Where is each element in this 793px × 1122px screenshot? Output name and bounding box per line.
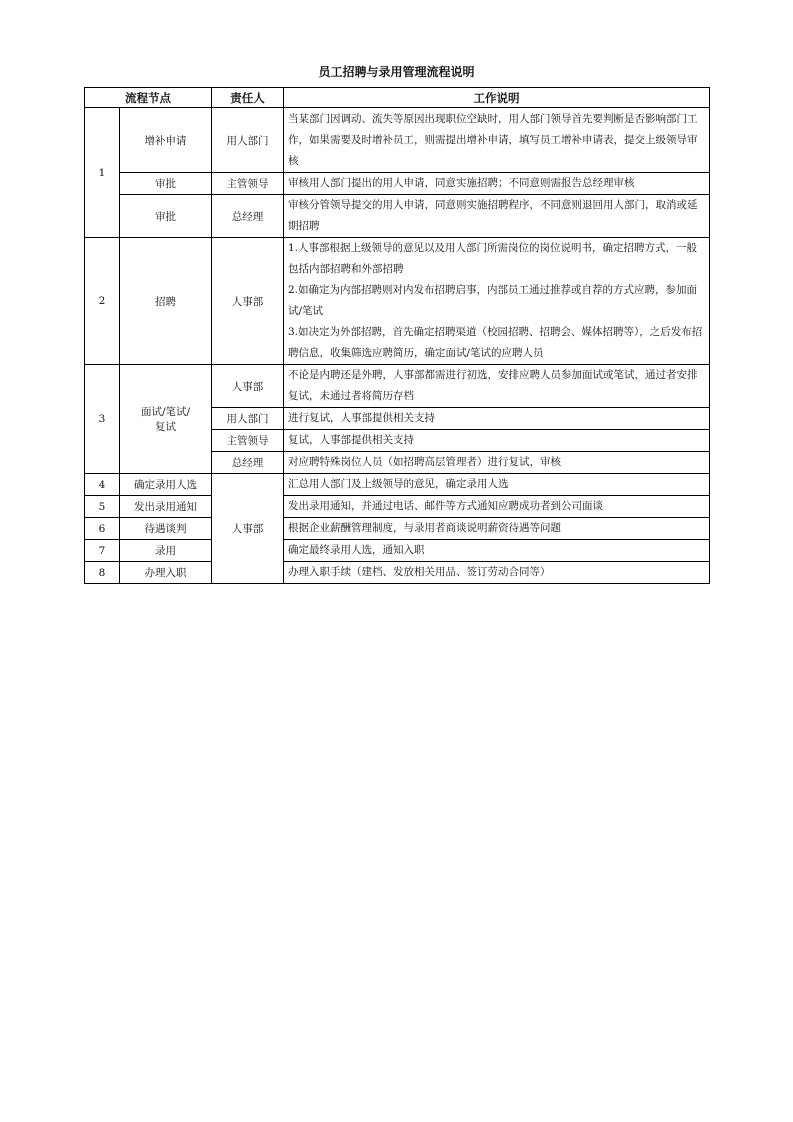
description: 对应聘特殊岗位人员（如招聘高层管理者）进行复试，审核 [284,452,710,474]
table-row [85,173,710,195]
owner: 总经理 [212,195,284,238]
table-row [85,195,710,238]
description: 审核分管领导提交的用人申请，同意则实施招聘程序，不同意则退回用人部门，取消或延期招聘 [284,195,710,238]
process-node: 办理入职 [120,562,212,584]
process-node: 审批 [120,195,212,238]
description-line: 2.如确定为内部招聘则对内发布招聘启事，内部员工通过推荐或自荐的方式应聘，参加面试/笔试 [288,284,698,317]
step-number: 7 [85,540,120,562]
table-row [85,108,710,173]
owner: 人事部 [212,365,284,408]
table-row [85,365,710,408]
process-node: 增补申请 [120,108,212,173]
owner: 主管领导 [212,430,284,452]
process-node: 面试/笔试/复试 [120,365,212,474]
description: 不论是内聘还是外聘，人事部都需进行初选，安排应聘人员参加面试或笔试，通过者安排复试，未通过者将简历存档 [284,365,710,408]
header-process-node: 流程节点 [85,88,212,108]
header-description: 工作说明 [284,88,710,108]
process-node: 待遇谈判 [120,518,212,540]
table-row [85,496,710,518]
description-line: 1.人事部根据上级领导的意见以及用人部门所需岗位的岗位说明书，确定招聘方式，一般包括内部招聘和外部招聘 [288,242,698,275]
document-title: 员工招聘与录用管理流程说明 [318,65,475,79]
process-table [84,87,710,584]
step-number: 1 [85,108,120,238]
table-row [85,238,710,365]
process-node: 审批 [120,173,212,195]
description: 复试，人事部提供相关支持 [284,430,710,452]
owner: 人事部 [212,238,284,365]
owner: 人事部 [212,474,284,584]
process-node: 录用 [120,540,212,562]
description: 进行复试，人事部提供相关支持 [284,408,710,430]
step-number: 3 [85,365,120,474]
description-line: 3.如决定为外部招聘，首先确定招聘渠道（校园招聘、招聘会、媒体招聘等），之后发布招聘信息，收集筛选应聘简历，确定面试/笔试的应聘人员 [288,326,703,359]
table-row [85,474,710,496]
step-number: 2 [85,238,120,365]
description: 确定最终录用人选，通知入职 [284,540,710,562]
table-row [85,540,710,562]
owner: 总经理 [212,452,284,474]
header-owner: 责任人 [212,88,284,108]
description: 办理入职手续（建档、发放相关用品、签订劳动合同等） [284,562,710,584]
process-node: 确定录用人选 [120,474,212,496]
description: 当某部门因调动、流失等原因出现职位空缺时，用人部门领导首先要判断是否影响部门工作，如果需要及时增补员工，则需提出增补申请，填写员工增补申请表，提交上级领导审核 [284,108,710,173]
step-number: 5 [85,496,120,518]
table-row [85,518,710,540]
table-header-row [85,88,710,108]
description: 审核用人部门提出的用人申请，同意实施招聘；不同意则需报告总经理审核 [284,173,710,195]
process-node: 发出录用通知 [120,496,212,518]
owner: 用人部门 [212,108,284,173]
step-number: 4 [85,474,120,496]
description: 发出录用通知，并通过电话、邮件等方式通知应聘成功者到公司面谈 [284,496,710,518]
owner: 用人部门 [212,408,284,430]
table-row [85,562,710,584]
step-number: 6 [85,518,120,540]
step-number: 8 [85,562,120,584]
description [284,238,710,365]
description: 汇总用人部门及上级领导的意见，确定录用人选 [284,474,710,496]
process-node: 招聘 [120,238,212,365]
owner: 主管领导 [212,173,284,195]
description: 根据企业薪酬管理制度，与录用者商谈说明薪资待遇等问题 [284,518,710,540]
